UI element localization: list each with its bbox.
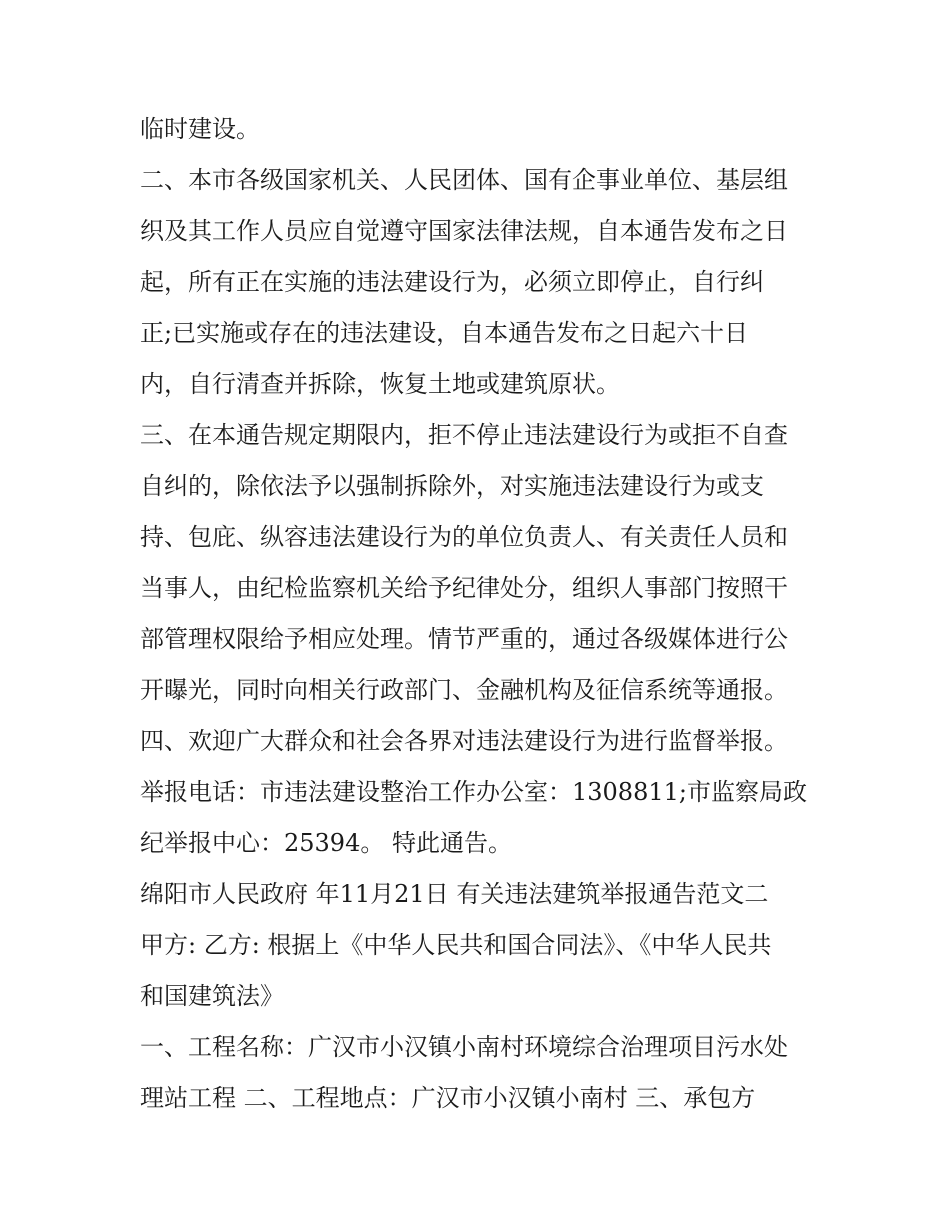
text-line: 自纠的，除依法予以强制拆除外，对实施违法建设行为或支: [140, 472, 764, 500]
text-line: 持、包庇、纵容违法建设行为的单位负责人、有关责任人员和: [140, 523, 788, 551]
text-line: 起，所有正在实施的违法建设行为，必须立即停止，自行纠: [140, 268, 764, 296]
text-line: 部管理权限给予相应处理。情节严重的，通过各级媒体进行公: [140, 625, 788, 653]
text-line: 开曝光，同时向相关行政部门、金融机构及征信系统等通报。: [140, 676, 788, 704]
text-line: 理站工程 二、工程地点：广汉市小汉镇小南村 三、承包方: [140, 1084, 756, 1112]
text-line: 四、欢迎广大群众和社会各界对违法建设行为进行监督举报。: [140, 727, 788, 755]
text-line: 正;已实施或存在的违法建设，自本通告发布之日起六十日: [140, 319, 749, 347]
text-line: 临时建设。: [140, 115, 260, 143]
text-line: 二、本市各级国家机关、人民团体、国有企事业单位、基层组: [140, 166, 788, 194]
text-line: 三、在本通告规定期限内，拒不停止违法建设行为或拒不自查: [140, 421, 788, 449]
text-line: 甲方: 乙方: 根据上《中华人民共和国合同法》、《中华人民共: [140, 931, 772, 959]
text-line: 举报电话：市违法建设整治工作办公室：1308811;市监察局政: [140, 778, 807, 806]
text-line: 内，自行清查并拆除，恢复土地或建筑原状。: [140, 370, 620, 398]
text-line: 绵阳市人民政府 年11月21日 有关违法建筑举报通告范文二: [140, 880, 769, 908]
text-line: 和国建筑法》: [140, 982, 284, 1010]
text-line: 织及其工作人员应自觉遵守国家法律法规，自本通告发布之日: [140, 217, 788, 245]
text-line: 当事人，由纪检监察机关给予纪律处分，组织人事部门按照干: [140, 574, 788, 602]
document-body: [140, 108, 820, 1128]
text-line: 纪举报中心：25394。 特此通告。: [140, 829, 512, 857]
text-line: 一、工程名称：广汉市小汉镇小南村环境综合治理项目污水处: [140, 1033, 788, 1061]
